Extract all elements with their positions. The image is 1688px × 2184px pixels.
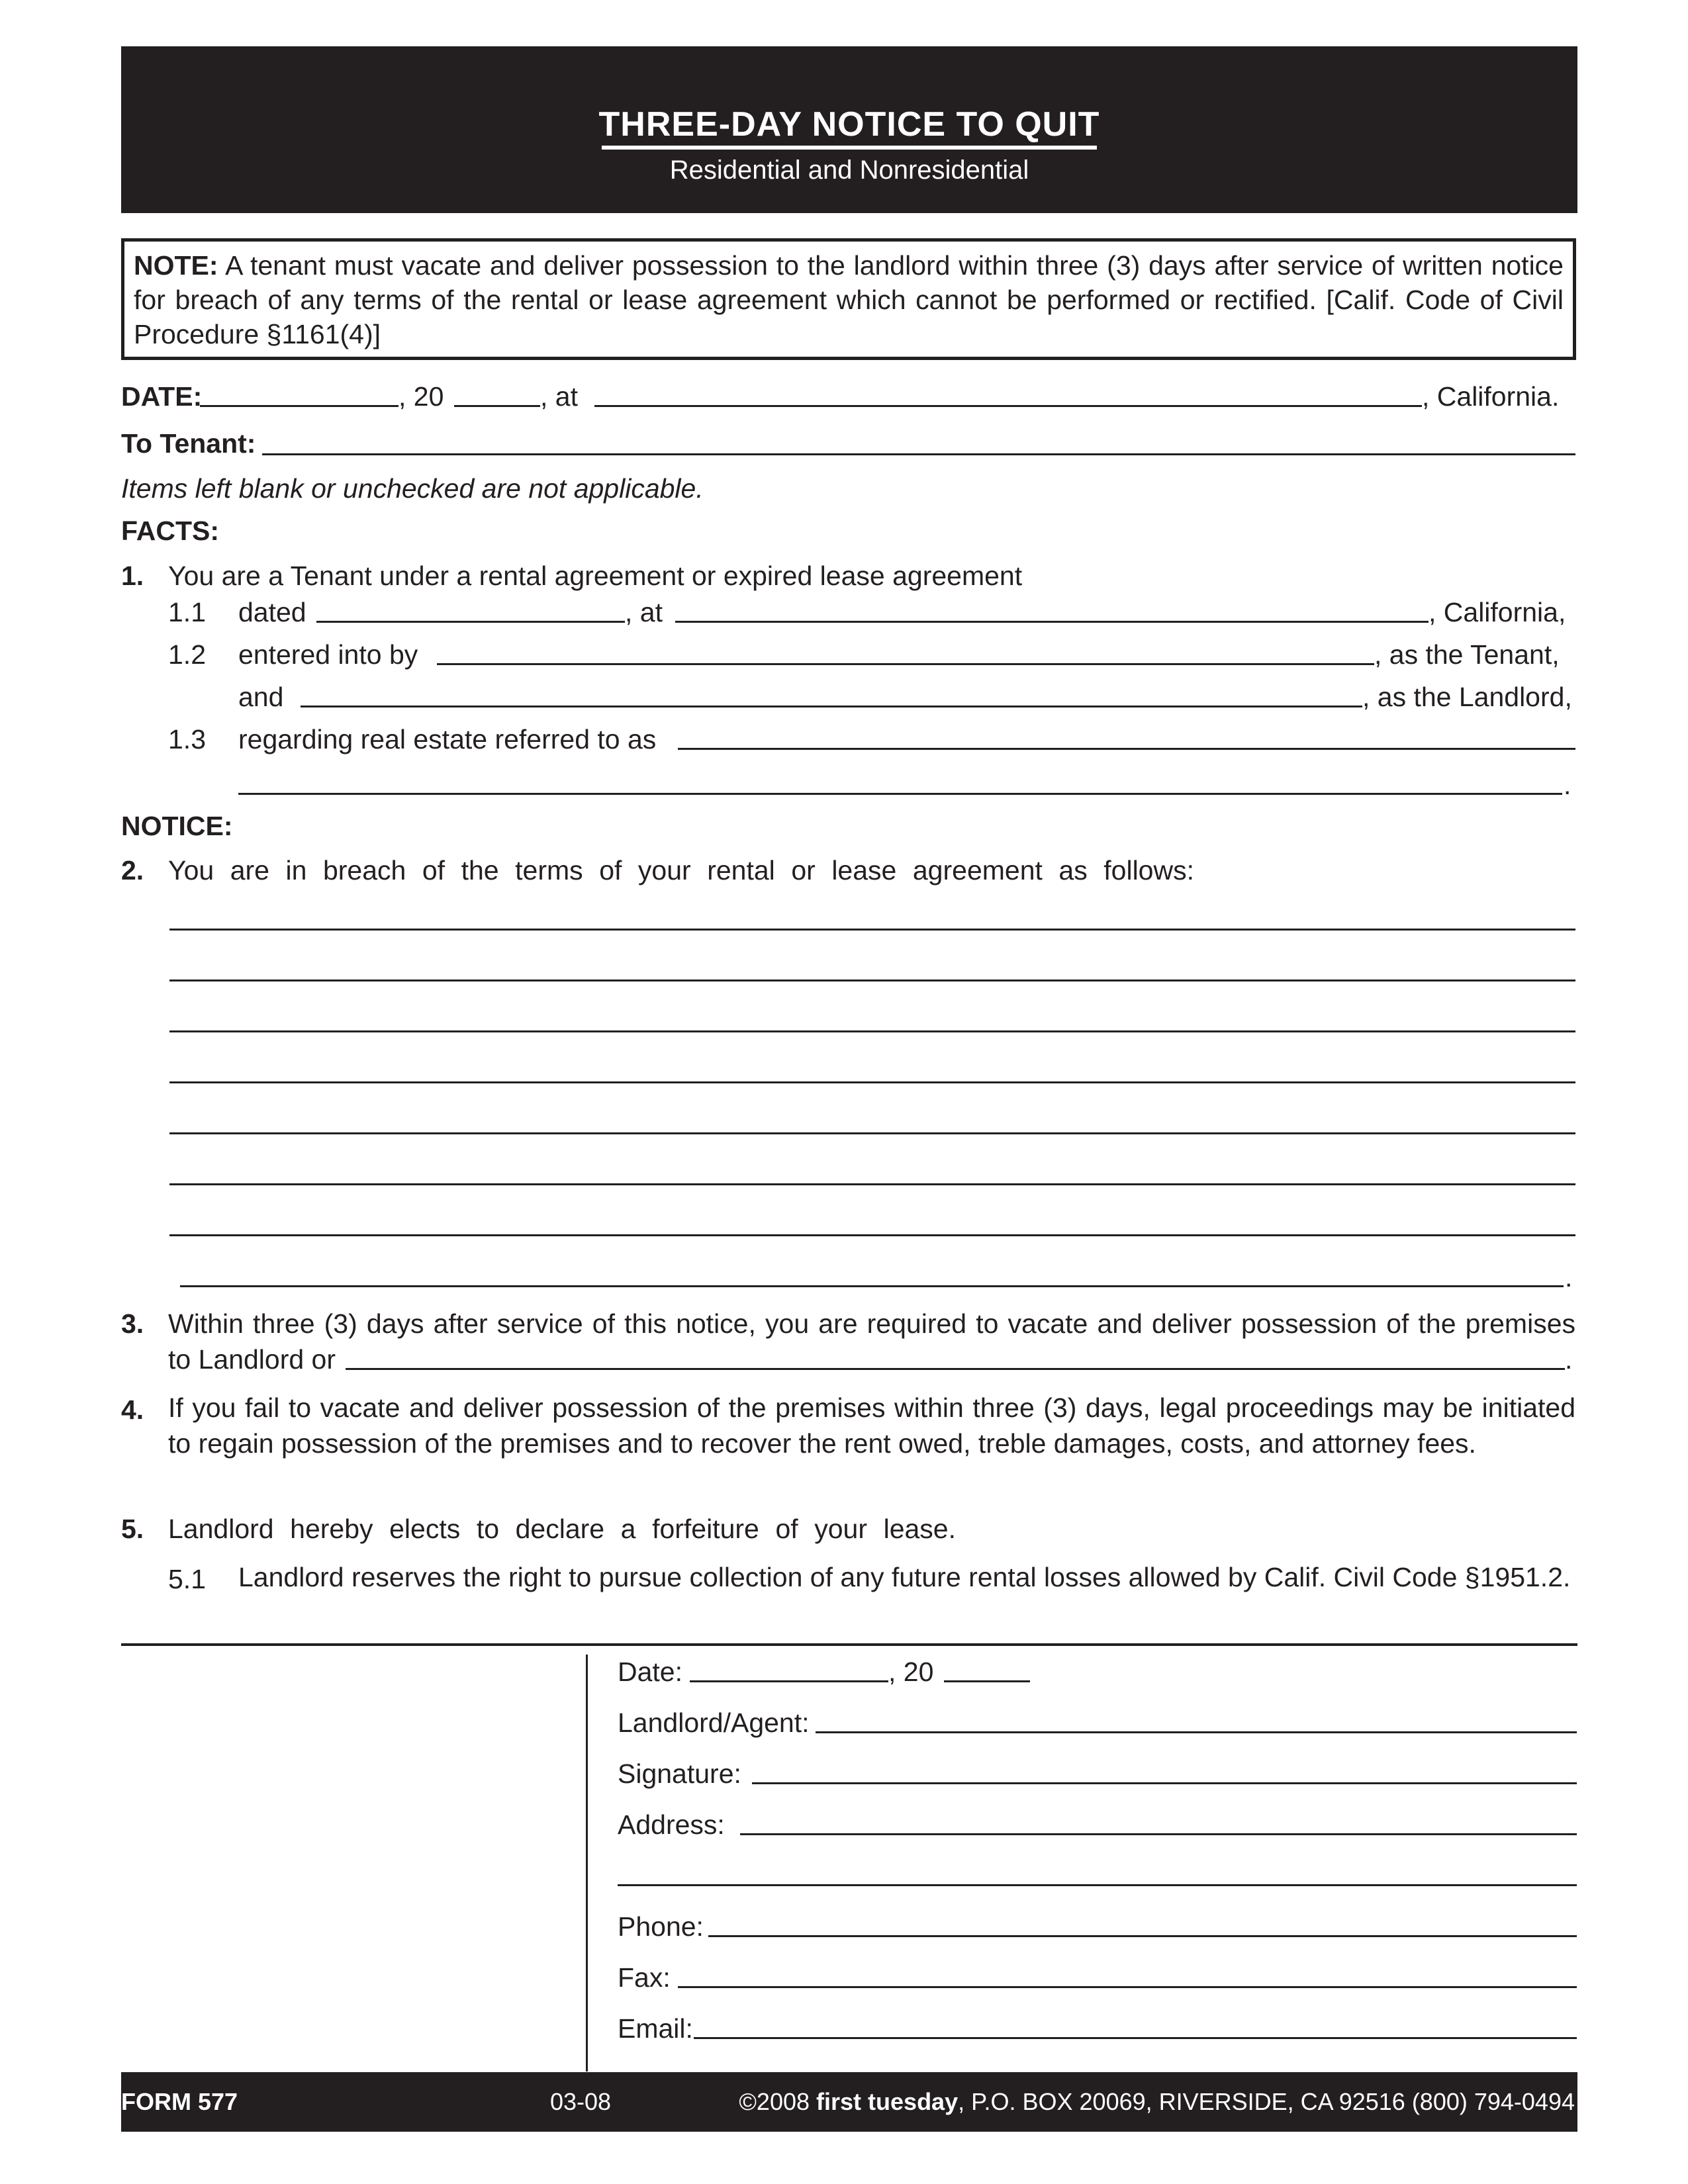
date-label: DATE: xyxy=(121,381,203,412)
publisher-address: , P.O. BOX 20069, RIVERSIDE, CA 92516 (800) 794-0494 xyxy=(958,2088,1575,2115)
sig-year-prefix: , 20 xyxy=(888,1657,934,1687)
sub-1-1-at-label: , at xyxy=(625,597,663,627)
blank-items-notice: Items left blank or unchecked are not applicable. xyxy=(121,473,704,504)
possession-recipient-field[interactable] xyxy=(346,1368,1565,1370)
breach-line-7[interactable] xyxy=(169,1234,1575,1236)
address-field-2[interactable] xyxy=(618,1884,1577,1886)
breach-line-6[interactable] xyxy=(169,1183,1575,1185)
address-label: Address: xyxy=(618,1809,725,1840)
copyright-prefix: ©2008 xyxy=(739,2088,810,2115)
form-number: FORM 577 xyxy=(121,2088,238,2115)
item-3-number: 3. xyxy=(121,1308,144,1339)
title-underline xyxy=(602,146,1097,150)
form-revision: 03-08 xyxy=(550,2088,612,2115)
date-california-suffix: , California. xyxy=(1422,381,1560,412)
phone-label: Phone: xyxy=(618,1911,704,1942)
item-4-number: 4. xyxy=(121,1394,144,1425)
publisher-brand: first tuesday xyxy=(816,2088,959,2115)
sig-date-field[interactable] xyxy=(690,1680,888,1682)
breach-line-2[interactable] xyxy=(169,979,1575,981)
breach-line-3[interactable] xyxy=(169,1030,1575,1032)
sub-1-1-suffix: , California, xyxy=(1429,597,1566,627)
breach-line-1[interactable] xyxy=(169,929,1575,931)
notice-heading: NOTICE: xyxy=(121,811,233,841)
sub-1-2-and-label: and xyxy=(238,682,284,712)
address-field-1[interactable] xyxy=(740,1833,1577,1835)
date-year-prefix: , 20 xyxy=(399,381,444,412)
form-footer xyxy=(121,2072,1577,2132)
facts-heading: FACTS: xyxy=(121,516,220,546)
form-header xyxy=(121,46,1577,213)
real-estate-field-2[interactable] xyxy=(238,793,1562,795)
phone-field[interactable] xyxy=(708,1935,1577,1937)
sub-1-3-label: regarding real estate referred to as xyxy=(238,724,657,754)
landlord-agent-label: Landlord/Agent: xyxy=(618,1707,810,1738)
copyright-line xyxy=(739,2086,1575,2118)
note-box xyxy=(121,238,1576,360)
sub-1-2-label: entered into by xyxy=(238,639,418,670)
to-tenant-field[interactable] xyxy=(262,453,1575,455)
sub-1-2-tenant-suffix: , as the Tenant, xyxy=(1374,639,1560,670)
item-2-end: . xyxy=(1565,1262,1573,1293)
sub-1-1-dated-label: dated xyxy=(238,597,306,627)
form-subtitle: Residential and Nonresidential xyxy=(669,156,1029,185)
date-city-field[interactable] xyxy=(594,405,1422,407)
item-5-number: 5. xyxy=(121,1514,144,1544)
sub-1-2-landlord-suffix: , as the Landlord, xyxy=(1362,682,1572,712)
breach-line-5[interactable] xyxy=(169,1132,1575,1134)
item-3-end: . xyxy=(1565,1344,1573,1375)
landlord-name-field[interactable] xyxy=(301,705,1362,707)
sub-1-2-number: 1.2 xyxy=(168,639,206,670)
date-field[interactable] xyxy=(200,405,399,407)
item-3-text-line-2: to Landlord or xyxy=(168,1344,336,1375)
signature-label: Signature: xyxy=(618,1758,741,1789)
note-label: NOTE: xyxy=(134,250,218,281)
email-label: Email: xyxy=(618,2013,693,2044)
sub-5-1-text: Landlord reserves the right to pursue collection of any future rental losses allowed by Calif. Civil Code §1951.2. xyxy=(238,1562,1571,1592)
item-2-number: 2. xyxy=(121,855,144,886)
fax-field[interactable] xyxy=(678,1986,1577,1988)
sub-1-1-number: 1.1 xyxy=(168,597,206,627)
note-text xyxy=(134,248,1564,351)
fax-label: Fax: xyxy=(618,1962,671,1993)
email-field[interactable] xyxy=(694,2037,1577,2039)
note-body: A tenant must vacate and deliver possession to the landlord within three (3) days after service of written notice for breach of any terms of the rental or lease agreement which cannot be performed or rectified. [Calif. Code of Civil Procedure §1161(4)] xyxy=(134,250,1564,349)
item-2-text: You are in breach of the terms of your rental or lease agreement as follows: xyxy=(168,855,1194,886)
signature-section-divider xyxy=(586,1655,588,2071)
item-5-text: Landlord hereby elects to declare a forfeiture of your lease. xyxy=(168,1514,956,1544)
sub-5-1-number: 5.1 xyxy=(168,1564,206,1594)
agreement-city-field[interactable] xyxy=(675,621,1429,623)
signature-field[interactable] xyxy=(752,1782,1577,1784)
sig-year-field[interactable] xyxy=(944,1680,1030,1682)
item-3-text-line-1: Within three (3) days after service of this notice, you are required to vacate and deliver possession of the premises xyxy=(168,1308,1575,1339)
breach-line-8[interactable] xyxy=(180,1285,1564,1287)
landlord-agent-field[interactable] xyxy=(816,1731,1577,1733)
agreement-date-field[interactable] xyxy=(316,621,625,623)
tenant-name-field[interactable] xyxy=(437,663,1374,665)
to-tenant-label: To Tenant: xyxy=(121,428,256,459)
sig-date-label: Date: xyxy=(618,1657,682,1687)
date-year-field[interactable] xyxy=(454,405,540,407)
item-4-text: If you fail to vacate and deliver possession of the premises within three (3) days, legal proceedings may be initiated to regain possession of the premises and to recover the rent owed, treble damages, costs, and attorney fees. xyxy=(168,1392,1575,1459)
date-at-label: , at xyxy=(540,381,578,412)
sub-1-3-number: 1.3 xyxy=(168,724,206,754)
real-estate-field-1[interactable] xyxy=(678,748,1575,750)
signature-section-rule xyxy=(121,1643,1577,1646)
breach-line-4[interactable] xyxy=(169,1081,1575,1083)
form-title: THREE-DAY NOTICE TO QUIT xyxy=(598,105,1100,144)
item-1-number: 1. xyxy=(121,561,144,591)
item-1-text: You are a Tenant under a rental agreement or expired lease agreement xyxy=(168,561,1023,591)
sub-1-3-end: . xyxy=(1564,770,1571,800)
